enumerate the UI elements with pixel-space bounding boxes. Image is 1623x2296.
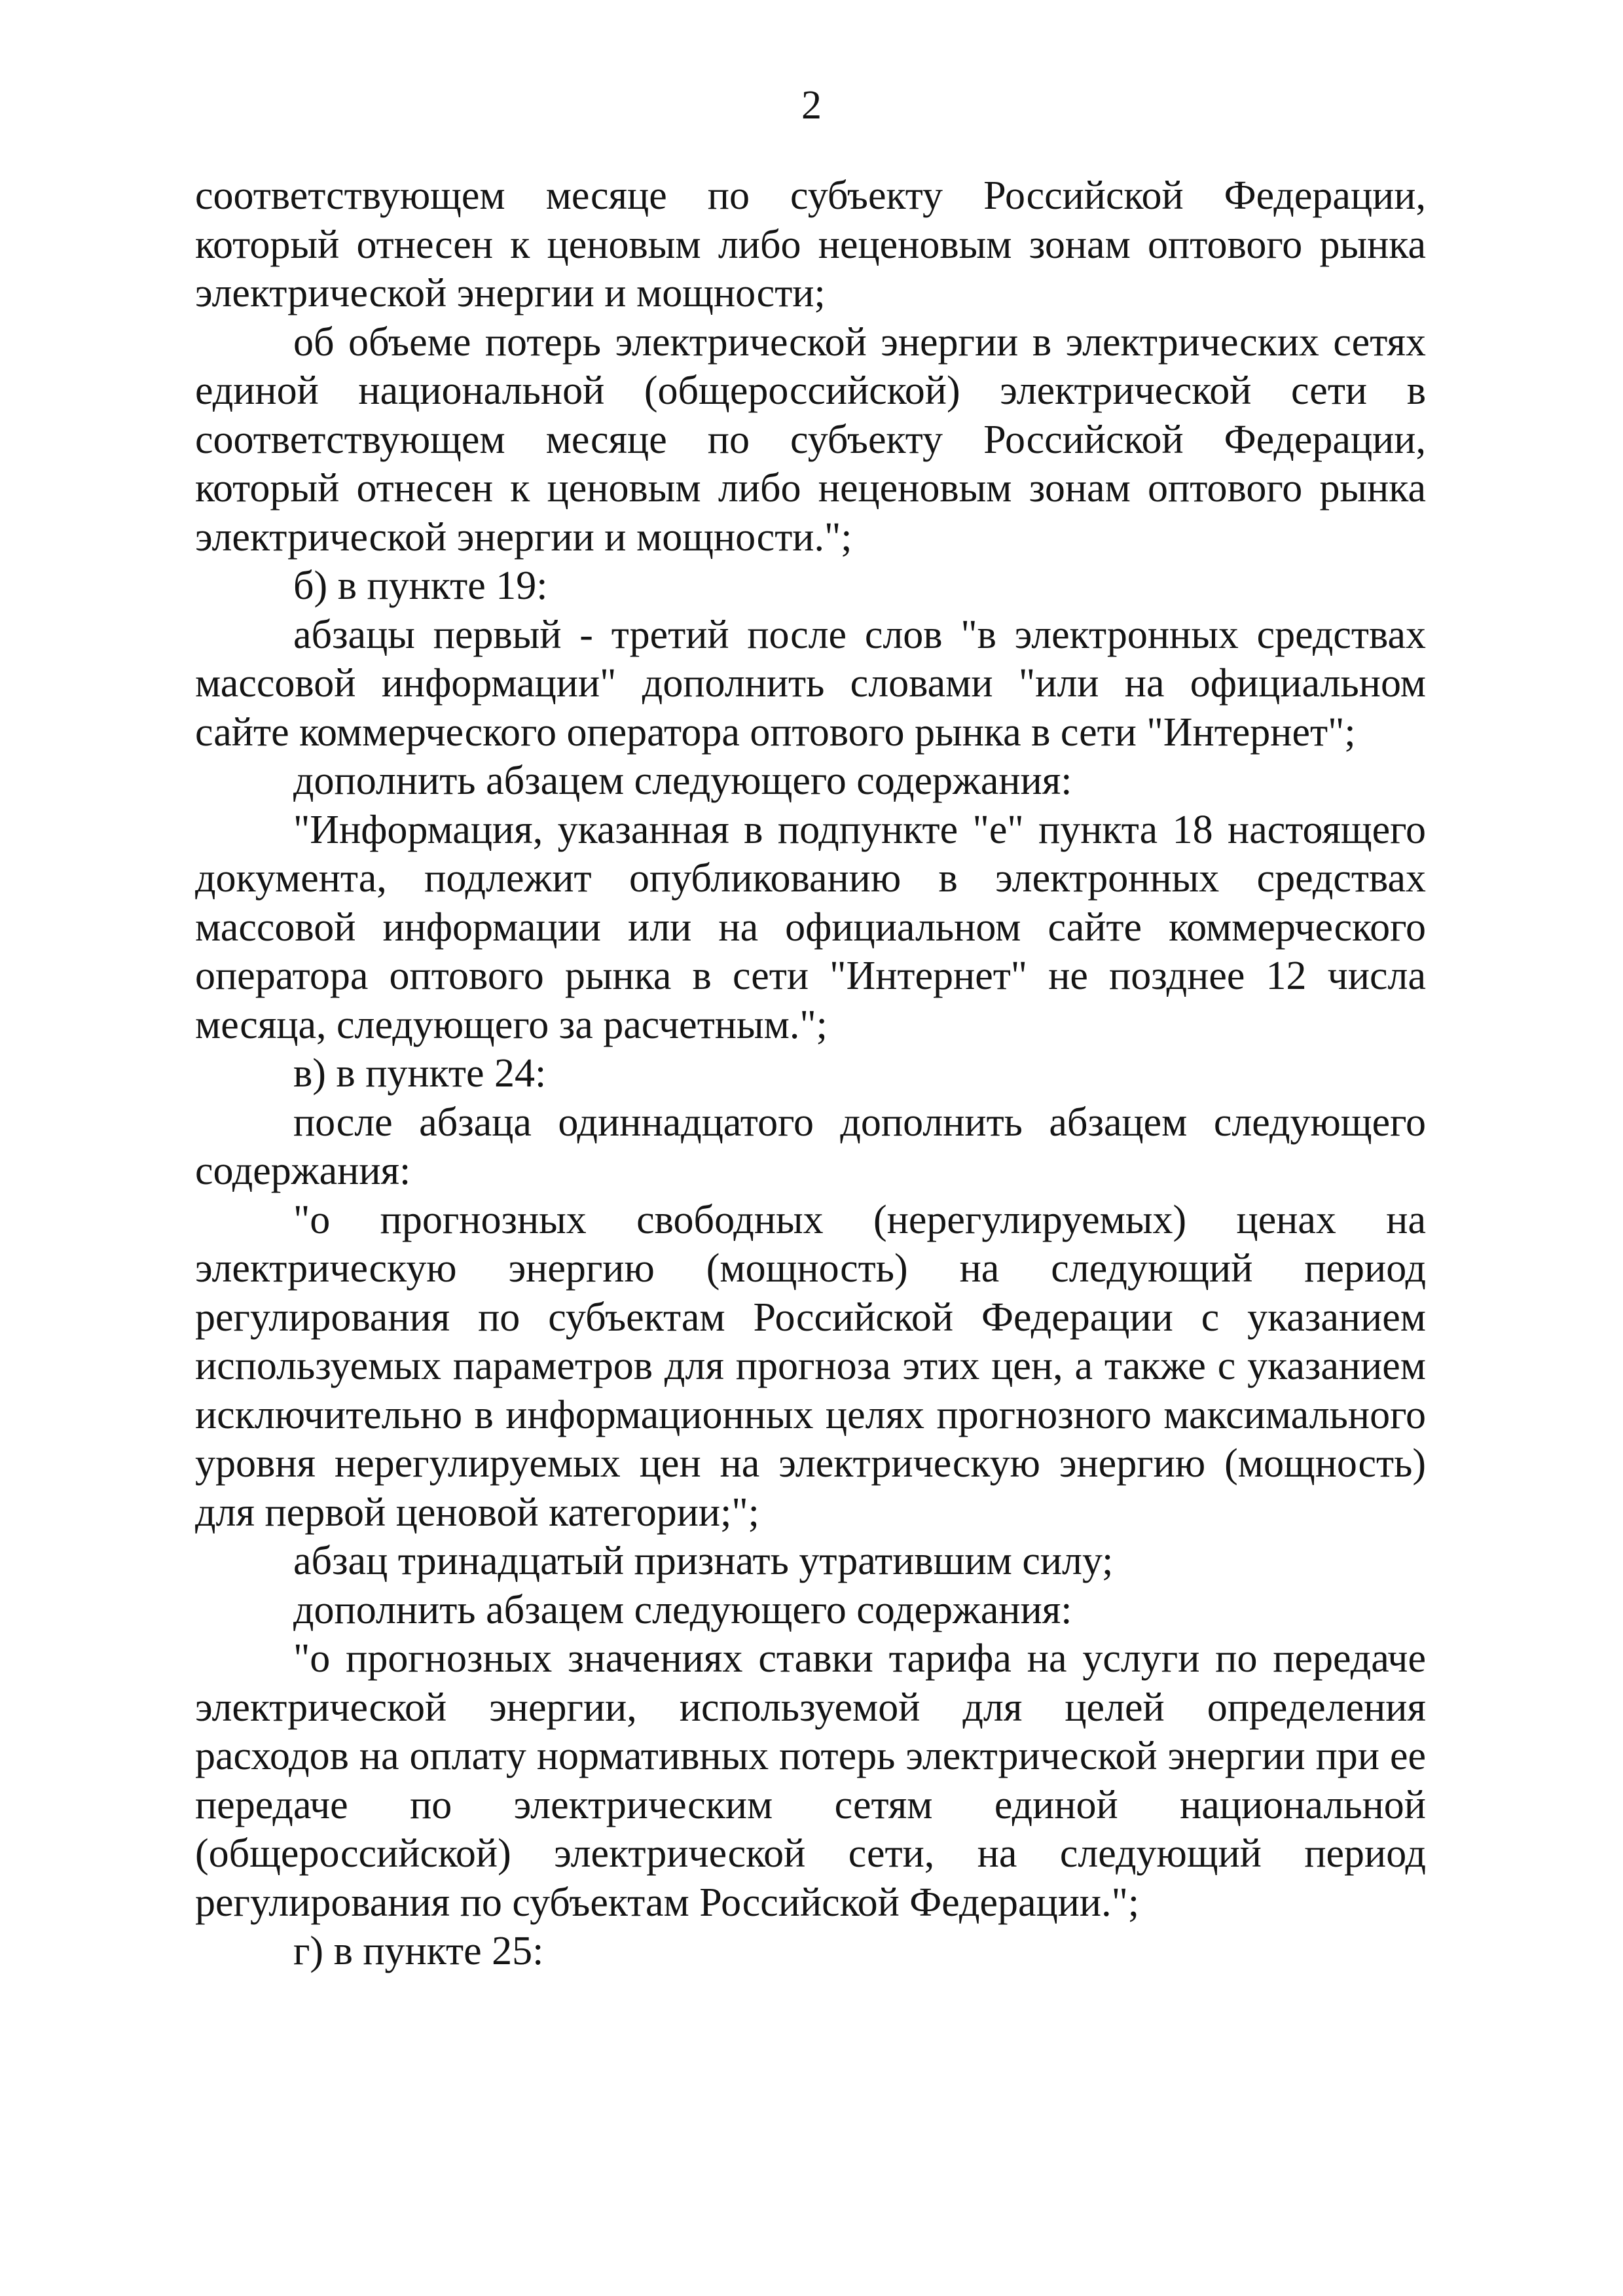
paragraph: абзац тринадцатый признать утратившим силу; [293, 1539, 1114, 1583]
subpoint-heading: г) в пункте 25: [293, 1929, 544, 1973]
paragraph: абзацы первый - третий после слов "в электронных средствах массовой информации" дополнить словами "или на официальном сайте коммерческого оператора оптового рынка в сети "Интернет"; [195, 612, 1426, 755]
paragraph: соответствующем месяце по субъекту Российской Федерации, который отнесен к ценовым либо неценовым зонам оптового рынка электрической энергии и мощности; [195, 173, 1426, 315]
paragraph: "о прогнозных свободных (нерегулируемых) ценах на электрическую энергию (мощность) на следующий период регулирования по субъектам Российской Федерации с указанием используемых параметров для прогноза этих цен, а также с указанием исключительно в информационных целях прогнозного максимального уровня нерегулируемых цен на электрическую энергию (мощность) для первой ценовой категории;"; [195, 1197, 1426, 1535]
document-body [195, 171, 1426, 1976]
paragraph: "Информация, указанная в подпункте "е" пункта 18 настоящего документа, подлежит опубликованию в электронных средствах массовой информации или на официальном сайте коммерческого оператора оптового рынка в сети "Интернет" не позднее 12 числа месяца, следующего за расчетным."; [195, 807, 1426, 1047]
paragraph: дополнить абзацем следующего содержания: [293, 759, 1072, 803]
subpoint-heading: в) в пункте 24: [293, 1051, 547, 1096]
page-number: 2 [801, 83, 822, 128]
subpoint-heading: б) в пункте 19: [293, 564, 548, 608]
paragraph: дополнить абзацем следующего содержания: [293, 1587, 1072, 1632]
paragraph: после абзаца одиннадцатого дополнить абзацем следующего содержания: [195, 1100, 1426, 1193]
paragraph: "о прогнозных значениях ставки тарифа на услуги по передаче электрической энергии, используемой для целей определения расходов на оплату нормативных потерь электрической энергии при ее передаче по электрическим сетям единой национальной (общероссийской) электрической сети, на следующий период регулирования по субъектам Российской Федерации."; [195, 1636, 1426, 1925]
paragraph: об объеме потерь электрической энергии в электрических сетях единой национальной (общероссийской) электрической сети в соответствующем месяце по субъекту Российской Федерации, который отнесен к ценовым либо неценовым зонам оптового рынка электрической энергии и мощности."; [195, 319, 1426, 560]
